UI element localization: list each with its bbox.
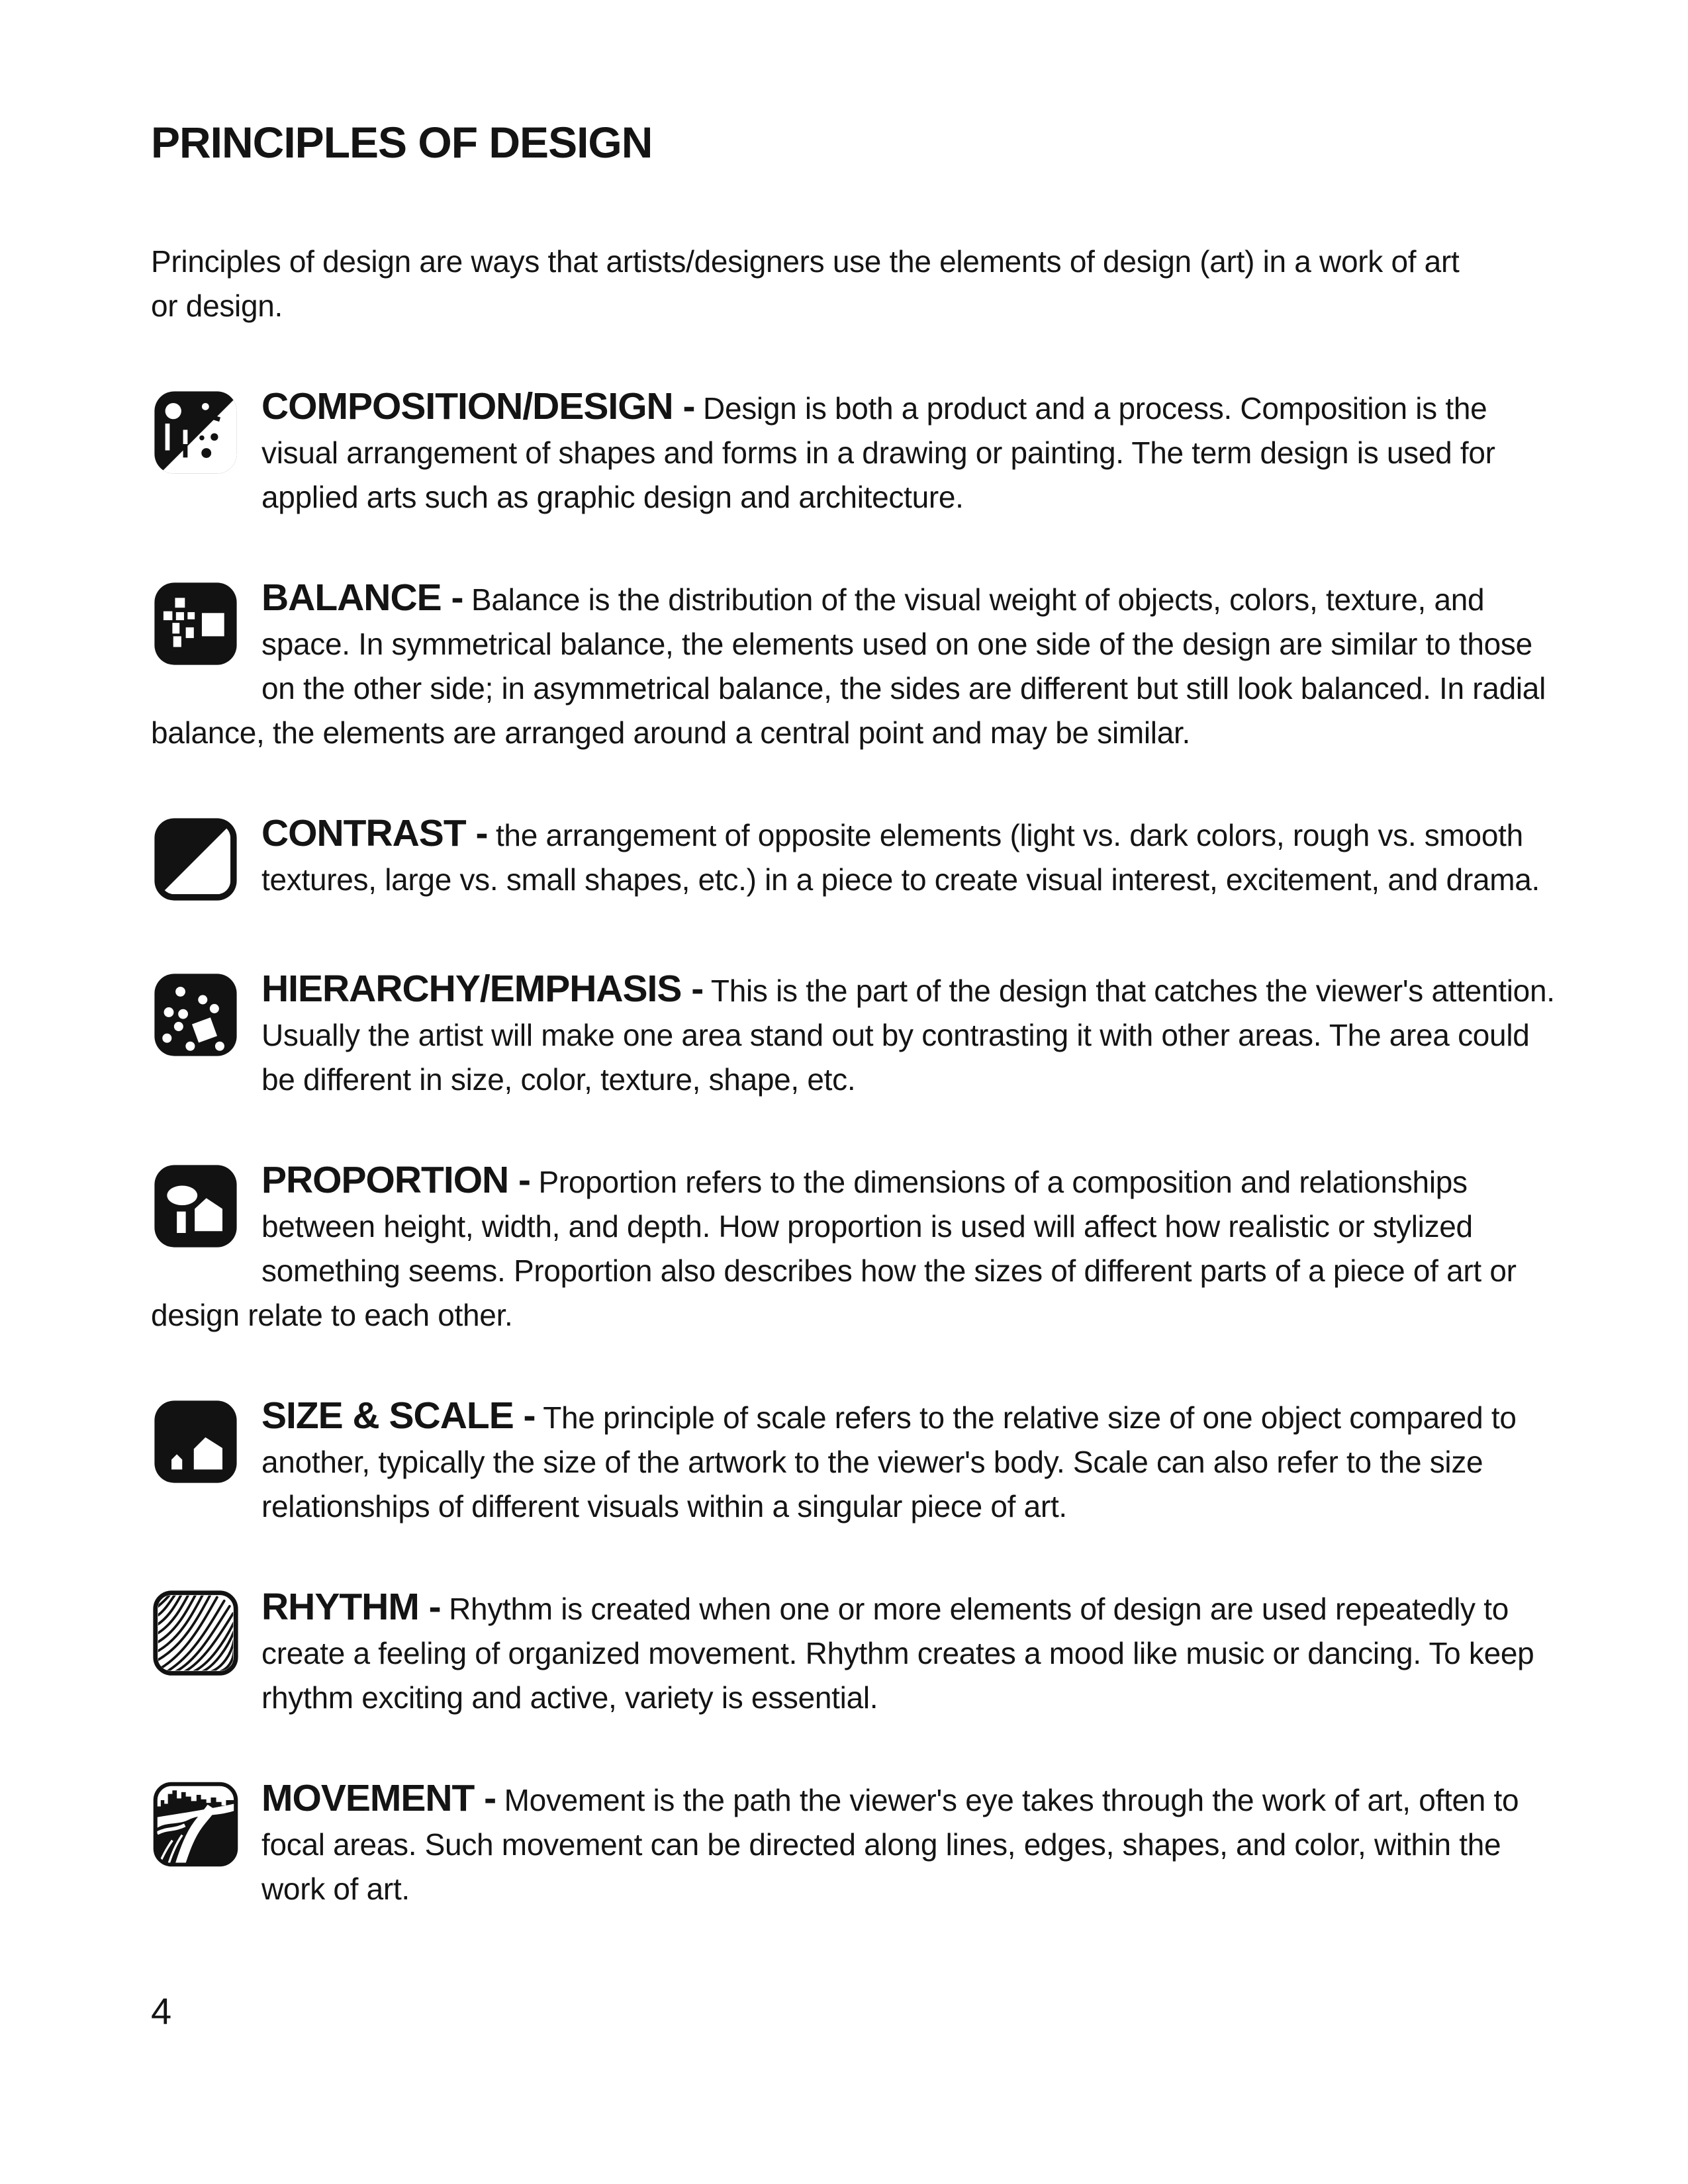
section-body: the arrangement of opposite elements (light vs. dark colors, rough vs. smooth textures, large vs. small shapes, etc.) in a piece to create visual interest, excitement, and drama.	[261, 817, 1540, 897]
section-text	[151, 1160, 1562, 1338]
section-heading: HIERARCHY/EMPHASIS -	[261, 967, 704, 1010]
section-heading: COMPOSITION/DESIGN -	[261, 385, 695, 428]
section-balance	[151, 578, 1562, 755]
section-hierarchy-emphasis	[151, 969, 1562, 1102]
size-scale-icon	[151, 1397, 240, 1486]
section-text	[151, 578, 1562, 755]
section-text	[151, 1778, 1562, 1911]
section-movement	[151, 1778, 1562, 1911]
balance-icon	[151, 579, 240, 668]
intro-paragraph: Principles of design are ways that artists/designers use the elements of design (art) in a work of art or design.	[151, 244, 1460, 323]
section-body: Movement is the path the viewer's eye takes through the work of art, often to focal areas. Such movement can be directed along lines, edges, shapes, and color, within the work of art.	[261, 1782, 1519, 1906]
proportion-icon	[151, 1161, 240, 1251]
contrast-icon	[151, 815, 240, 904]
section-body: Balance is the distribution of the visual weight of objects, colors, texture, and space. In symmetrical balance, the elements used on one side of the design are similar to those on the other side; in asymmetrical balance, the sides are different but still look balanced. In radial balance, the elements are arranged around a central point and may be similar.	[151, 582, 1546, 750]
movement-icon	[151, 1780, 240, 1869]
section-text	[151, 969, 1562, 1102]
section-size-scale	[151, 1396, 1562, 1529]
page-number: 4	[151, 1989, 172, 2032]
section-heading: SIZE & SCALE -	[261, 1394, 536, 1437]
section-text	[151, 1396, 1562, 1529]
section-heading: CONTRAST -	[261, 811, 488, 854]
section-text	[151, 813, 1562, 902]
section-body: The principle of scale refers to the relative size of one object compared to another, typically the size of the artwork to the viewer's body. Scale can also refer to the size relationships of different visuals within a singular piece of art.	[261, 1400, 1517, 1524]
section-body: Proportion refers to the dimensions of a composition and relationships between height, width, and depth. How proportion is used will affect how realistic or stylized something seems. Proportion also describes how the sizes of different parts of a piece of art or design relate to each other.	[151, 1164, 1517, 1332]
section-rhythm	[151, 1587, 1562, 1720]
section-text	[151, 1587, 1562, 1720]
section-text	[151, 387, 1562, 520]
section-proportion	[151, 1160, 1562, 1338]
page-title: PRINCIPLES OF DESIGN	[151, 118, 653, 167]
section-body: Design is both a product and a process. Composition is the visual arrangement of shapes and forms in a drawing or painting. The term design is used for applied arts such as graphic design and architecture.	[261, 390, 1495, 514]
section-body: This is the part of the design that catches the viewer's attention. Usually the artist will make one area stand out by contrasting it with other areas. The area could be different in size, color, texture, shape, etc.	[261, 973, 1555, 1097]
composition-icon	[151, 388, 240, 477]
section-heading: MOVEMENT -	[261, 1776, 496, 1819]
section-composition-design	[151, 387, 1562, 520]
section-contrast	[151, 813, 1562, 911]
hierarchy-emphasis-icon	[151, 970, 240, 1060]
section-heading: BALANCE -	[261, 576, 463, 619]
section-body: Rhythm is created when one or more elements of design are used repeatedly to create a feeling of organized movement. Rhythm creates a mood like music or dancing. To keep rhythm exciting and active, variety is essential.	[261, 1591, 1534, 1715]
section-heading: RHYTHM -	[261, 1585, 441, 1628]
section-heading: PROPORTION -	[261, 1158, 531, 1201]
rhythm-icon	[151, 1588, 240, 1678]
